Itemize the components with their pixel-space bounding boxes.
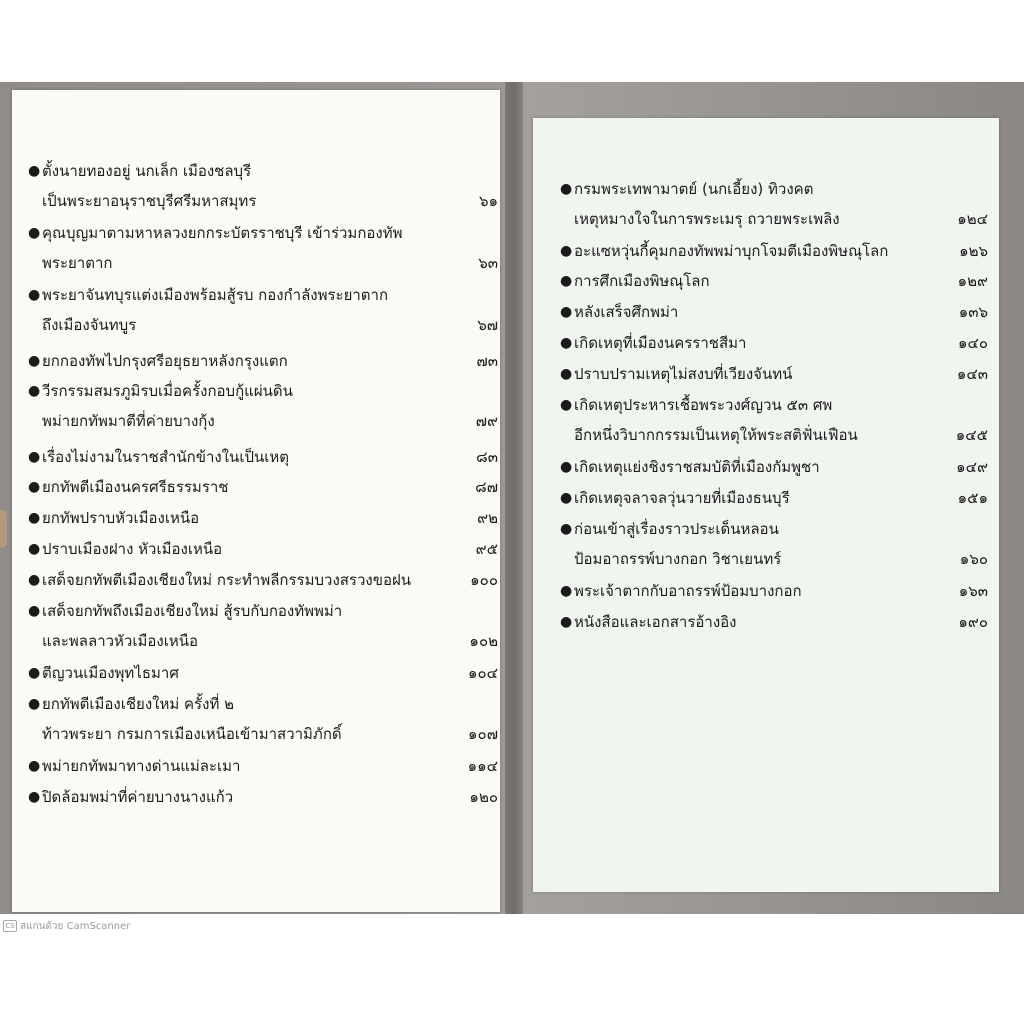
toc-entry-line xyxy=(560,208,988,230)
bullet-icon: ● xyxy=(560,181,573,197)
toc-entry-title: เกิดเหตุที่เมืองนครราชสีมา xyxy=(574,334,747,352)
toc-entry-line xyxy=(28,507,498,529)
toc-entry-line xyxy=(28,723,498,745)
bullet-icon: ● xyxy=(560,459,573,475)
toc-entry-line xyxy=(28,314,498,336)
toc-entry-line xyxy=(560,424,988,446)
bullet-icon: ● xyxy=(28,479,41,495)
watermark-text: สแกนด้วย CamScanner xyxy=(20,921,131,932)
toc-entry-title: ป้อมอาถรรพ์บางกอก วิชาเยนทร์ xyxy=(574,550,782,568)
toc-page-number: ๑๕๑ xyxy=(957,489,988,507)
toc-entry-title: ปราบเมืองฝาง หัวเมืองเหนือ xyxy=(42,540,223,558)
toc-entry-line xyxy=(28,662,498,684)
toc-entry-title: ก่อนเข้าสู่เรื่องราวประเด็นหลอน xyxy=(574,520,779,538)
bullet-icon: ● xyxy=(28,603,41,619)
toc-entry-line xyxy=(28,786,498,808)
toc-entry-title: อีกหนึ่งวิบากกรรมเป็นเหตุให้พระสติฟั่นเฟือน xyxy=(574,426,858,444)
toc-entry-title: เป็นพระยาอนุราชบุรีศรีมหาสมุทร xyxy=(42,192,257,210)
toc-page-number: ๑๒๐ xyxy=(469,788,498,806)
bullet-icon: ● xyxy=(560,243,573,259)
camscanner-watermark xyxy=(3,920,130,934)
toc-entry-title: ตีญวนเมืองพุทไธมาศ xyxy=(42,664,179,682)
toc-entry-line xyxy=(28,755,498,777)
toc-entry-line xyxy=(28,222,498,244)
toc-entry-line xyxy=(28,190,498,212)
toc-page-number: ๑๐๐ xyxy=(470,571,498,589)
bullet-icon: ● xyxy=(560,273,573,289)
toc-entry-title: และพลลาวหัวเมืองเหนือ xyxy=(42,632,198,650)
toc-entry-line xyxy=(28,160,498,182)
toc-entry-line xyxy=(560,611,988,633)
toc-entry-title: กรมพระเทพามาตย์ (นกเอี้ยง) ทิวงคต xyxy=(574,180,814,198)
bullet-icon: ● xyxy=(560,335,573,351)
bullet-icon: ● xyxy=(28,665,41,681)
bullet-icon: ● xyxy=(28,287,41,303)
bullet-icon: ● xyxy=(560,583,573,599)
toc-entry-line xyxy=(28,380,498,402)
toc-page-number: ๖๑ xyxy=(478,192,498,210)
toc-entry-line xyxy=(28,693,498,715)
toc-entry-title: เรื่องไม่งามในราชสำนักข้างในเป็นเหตุ xyxy=(42,448,289,466)
toc-entry-title: ยกทัพตีเมืองนครศรีธรรมราช xyxy=(42,478,229,496)
toc-entry-line xyxy=(560,548,988,570)
camscanner-logo-icon: CS xyxy=(3,920,17,932)
toc-page-number: ๘๓ xyxy=(476,448,498,466)
toc-page-number: ๑๐๗ xyxy=(468,725,498,743)
toc-page-number: ๑๔๐ xyxy=(957,334,988,352)
bullet-icon: ● xyxy=(28,163,41,179)
toc-entry-title: อะแซหวุ่นกี้คุมกองทัพพม่าบุกโจมตีเมืองพิษณุโลก xyxy=(574,242,889,260)
bullet-icon: ● xyxy=(560,490,573,506)
bullet-icon: ● xyxy=(560,521,573,537)
toc-entry-title: วีรกรรมสมรภูมิรบเมื่อครั้งกอบกู้แผ่นดิน xyxy=(42,382,293,400)
toc-entry-title: หลังเสร็จศึกพม่า xyxy=(574,303,679,321)
toc-page-number: ๑๐๒ xyxy=(469,632,498,650)
toc-page-number: ๖๗ xyxy=(477,316,498,334)
bullet-icon: ● xyxy=(560,397,573,413)
toc-entry-line xyxy=(560,332,988,354)
bookmark-tab xyxy=(0,510,7,548)
toc-entry-line xyxy=(28,569,498,591)
toc-entry-line xyxy=(28,446,498,468)
bullet-icon: ● xyxy=(560,366,573,382)
bullet-icon: ● xyxy=(560,614,573,630)
toc-entry-line xyxy=(28,476,498,498)
toc-entry-line xyxy=(28,284,498,306)
toc-entry-line xyxy=(28,350,498,372)
toc-entry-line xyxy=(28,410,498,432)
toc-entry-line xyxy=(28,538,498,560)
toc-page-number: ๑๒๔ xyxy=(957,210,988,228)
toc-entry-line xyxy=(28,600,498,622)
bullet-icon: ● xyxy=(28,789,41,805)
bullet-icon: ● xyxy=(28,758,41,774)
book-gutter xyxy=(505,82,523,914)
toc-page-number: ๑๒๖ xyxy=(959,242,988,260)
bullet-icon: ● xyxy=(28,541,41,557)
toc-entry-title: พม่ายกทัพมาตีที่ค่ายบางกุ้ง xyxy=(42,412,215,430)
toc-entry-title: เสด็จยกทัพตีเมืองเชียงใหม่ กระทำพลีกรรมบวงสรวงขอฝน xyxy=(42,571,412,589)
toc-page-number: ๘๗ xyxy=(475,478,498,496)
toc-entry-title: ปิดล้อมพม่าที่ค่ายบางนางแก้ว xyxy=(42,788,234,806)
toc-page-number: ๑๐๔ xyxy=(467,664,498,682)
toc-page-number: ๙๒ xyxy=(477,509,498,527)
toc-entry-title: ปราบปรามเหตุไม่สงบที่เวียงจันทน์ xyxy=(574,365,793,383)
toc-entry-line xyxy=(560,240,988,262)
toc-entry-title: พระยาจันทบุรแต่งเมืองพร้อมสู้รบ กองกำลังพระยาตาก xyxy=(42,286,389,304)
toc-entry-title: ยกกองทัพไปกรุงศรีอยุธยาหลังกรุงแตก xyxy=(42,352,288,370)
bullet-icon: ● xyxy=(28,383,41,399)
toc-entry-title: คุณบุญมาตามหาหลวงยกกระบัตรราชบุรี เข้าร่วมกองทัพ xyxy=(42,224,403,242)
toc-entry-line xyxy=(560,178,988,200)
toc-entry-title: ท้าวพระยา กรมการเมืองเหนือเข้ามาสวามิภักดิ์ xyxy=(42,725,342,743)
toc-entry-title: เหตุหมางใจในการพระเมรุ ถวายพระเพลิง xyxy=(574,210,840,228)
toc-entry-title: หนังสือและเอกสารอ้างอิง xyxy=(574,613,737,631)
toc-page-number: ๑๔๓ xyxy=(956,365,988,383)
toc-page-number: ๗๓ xyxy=(476,352,498,370)
toc-entry-line xyxy=(560,456,988,478)
toc-entry-title: ยกทัพปราบหัวเมืองเหนือ xyxy=(42,509,200,527)
toc-entry-title: การศึกเมืองพิษณุโลก xyxy=(574,272,710,290)
toc-entry-title: ถึงเมืองจันทบูร xyxy=(42,316,137,334)
bullet-icon: ● xyxy=(28,696,41,712)
toc-entry-line xyxy=(28,630,498,652)
toc-page-number: ๙๕ xyxy=(475,540,498,558)
toc-entry-line xyxy=(560,580,988,602)
toc-entry-title: เกิดเหตุแย่งชิงราชสมบัติที่เมืองกัมพูชา xyxy=(574,458,820,476)
toc-page-number: ๑๑๔ xyxy=(467,757,498,775)
toc-page-number: ๑๔๙ xyxy=(956,458,988,476)
toc-entry-title: พระเจ้าตากกับอาถรรพ์ป้อมบางกอก xyxy=(574,582,802,600)
toc-entry-line xyxy=(560,487,988,509)
toc-page-number: ๑๖๐ xyxy=(959,550,988,568)
toc-entry-line xyxy=(560,394,988,416)
bullet-icon: ● xyxy=(28,353,41,369)
toc-entry-title: พระยาตาก xyxy=(42,254,113,272)
toc-entry-title: ยกทัพตีเมืองเชียงใหม่ ครั้งที่ ๒ xyxy=(42,695,234,713)
toc-page-number: ๑๙๐ xyxy=(958,613,988,631)
toc-entry-line xyxy=(560,518,988,540)
toc-entry-line xyxy=(560,363,988,385)
toc-page-number: ๗๙ xyxy=(475,412,498,430)
toc-page-number: ๑๓๖ xyxy=(958,303,988,321)
toc-entry-title: เสด็จยกทัพถึงเมืองเชียงใหม่ สู้รบกับกองทัพพม่า xyxy=(42,602,343,620)
bullet-icon: ● xyxy=(28,225,41,241)
toc-entry-title: ตั้งนายทองอยู่ นกเล็ก เมืองชลบุรี xyxy=(42,162,252,180)
bullet-icon: ● xyxy=(28,449,41,465)
toc-page-number: ๑๔๕ xyxy=(955,426,988,444)
bullet-icon: ● xyxy=(28,510,41,526)
bullet-icon: ● xyxy=(28,572,41,588)
toc-page-number: ๑๖๓ xyxy=(958,582,988,600)
toc-entry-title: เกิดเหตุจลาจลวุ่นวายที่เมืองธนบุรี xyxy=(574,489,790,507)
toc-entry-line xyxy=(560,301,988,323)
toc-entry-line xyxy=(28,252,498,274)
toc-entry-title: พม่ายกทัพมาทางด่านแม่ละเมา xyxy=(42,757,241,775)
toc-page-number: ๖๓ xyxy=(478,254,498,272)
toc-entry-title: เกิดเหตุประหารเชื้อพระวงศ์ญวน ๕๓ ศพ xyxy=(574,396,833,414)
toc-page-number: ๑๒๙ xyxy=(957,272,988,290)
toc-entry-line xyxy=(560,270,988,292)
bullet-icon: ● xyxy=(560,304,573,320)
